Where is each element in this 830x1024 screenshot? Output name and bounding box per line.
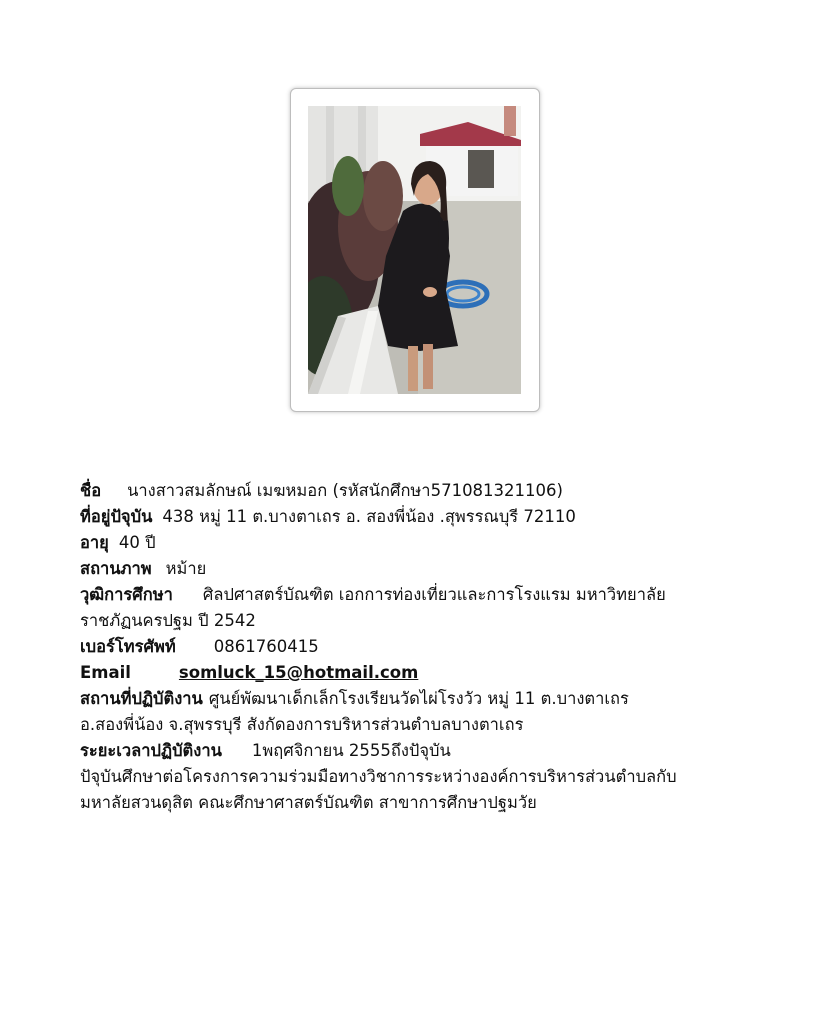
address-value: 438 หมู่ 11 ต.บางตาเถร อ. สองพี่น้อง .สุพรรณบุรี 72110 <box>162 507 576 526</box>
profile-photo <box>308 106 521 394</box>
age-row <box>80 530 752 556</box>
profile-photo-illustration <box>308 106 521 394</box>
name-value: นางสาวสมลักษณ์ เมฆหมอก (รหัสนักศึกษา571081321106) <box>127 481 563 500</box>
workplace-value-2: อ.สองพี่น้อง จ.สุพรรบุรี สังกัดองการบริหารส่วนตำบลบางตาเถร <box>80 715 524 734</box>
age-value: 40 ปี <box>118 533 156 552</box>
workplace-label: สถานที่ปฏิบัติงาน <box>80 689 203 708</box>
workplace-row <box>80 686 752 712</box>
education-row <box>80 582 752 608</box>
period-row <box>80 738 752 764</box>
address-row <box>80 504 752 530</box>
phone-row <box>80 634 752 660</box>
education-value-1: ศิลปศาสตร์บัณฑิต เอกการท่องเที่ยวและการโรงแรม มหาวิทยาลัย <box>202 585 666 604</box>
status-row <box>80 556 752 582</box>
photo-frame <box>290 88 540 412</box>
name-row <box>80 478 752 504</box>
address-label: ที่อยู่ปัจุบัน <box>80 507 153 526</box>
period-value: 1พฤศจิกายน 2555ถึงปัจุบัน <box>251 741 451 760</box>
education-value-2: ราชภัฏนครปฐม ปี 2542 <box>80 611 256 630</box>
education-row-cont <box>80 608 752 634</box>
education-label: วุฒิการศึกษา <box>80 585 173 604</box>
workplace-value-1: ศูนย์พัฒนาเด็กเล็กโรงเรียนวัดไผ่โรงวัว หมู่ 11 ต.บางตาเถร <box>208 689 629 708</box>
period-label: ระยะเวลาปฏิบัติงาน <box>80 741 222 760</box>
status-value: หม้าย <box>165 559 207 578</box>
name-label: ชื่อ <box>80 481 102 500</box>
study-line-2: มหาลัยสวนดุสิต คณะศึกษาศาสตร์บัณฑิต สาขาการศึกษาปฐมวัย <box>80 793 537 812</box>
age-label: อายุ <box>80 533 109 552</box>
workplace-row-cont <box>80 712 752 738</box>
study-line-1: ปัจุบันศึกษาต่อโครงการความร่วมมือทางวิชาการระหว่างองค์การบริหารส่วนตำบลกับ <box>80 767 677 786</box>
email-link[interactable]: somluck_15@hotmail.com <box>178 663 419 682</box>
status-label: สถานภาพ <box>80 559 152 578</box>
email-row <box>80 660 752 686</box>
email-label: Email <box>80 663 131 682</box>
study-row-1 <box>80 764 752 790</box>
phone-value: 0861760415 <box>213 637 319 656</box>
profile-info <box>80 478 752 816</box>
phone-label: เบอร์โทรศัพท์ <box>80 637 176 656</box>
study-row-2 <box>80 790 752 816</box>
